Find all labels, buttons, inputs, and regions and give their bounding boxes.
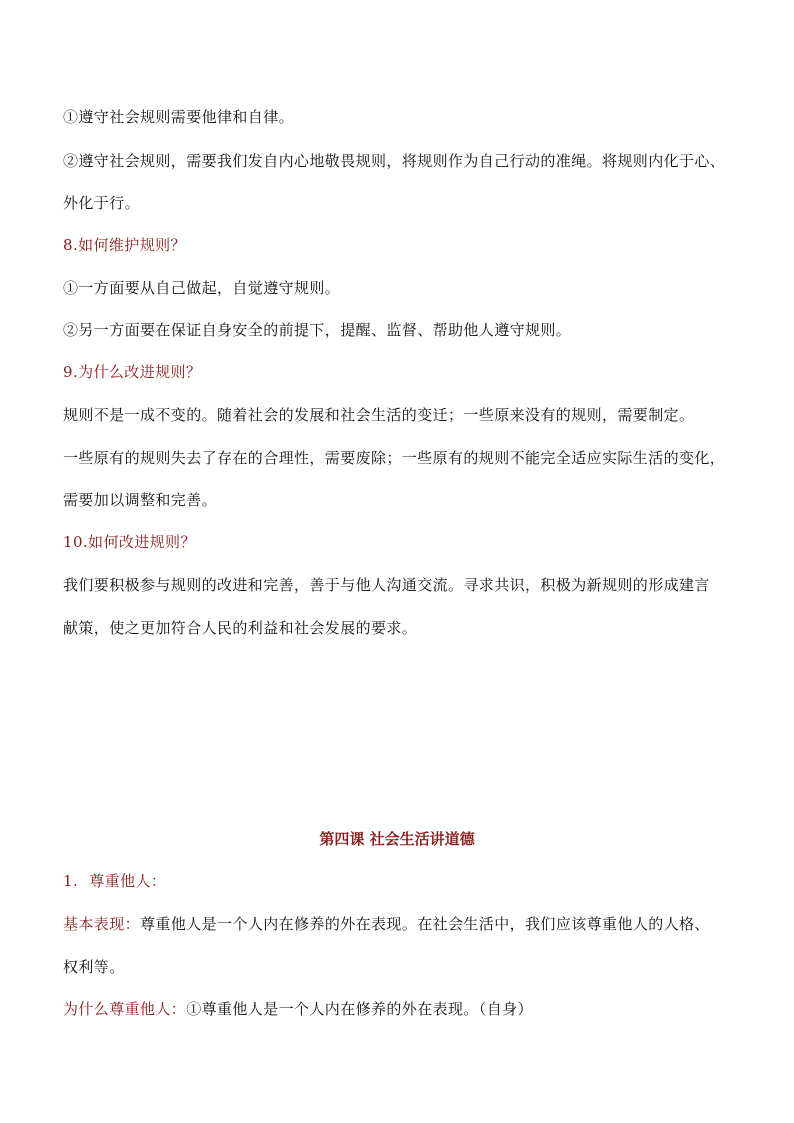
text-line: 我们要积极参与规则的改进和完善，善于与他人沟通交流。寻求共识，积极为新规则的形成建言 — [63, 576, 710, 594]
lesson-number: 第四课 — [319, 830, 365, 848]
section-title: 尊重他人： — [89, 872, 167, 890]
why-respect-line — [63, 999, 533, 1019]
basic-label: 基本表现： — [63, 915, 141, 933]
text-line: 权利等。 — [63, 958, 125, 976]
why-label: 为什么尊重他人： — [63, 1000, 187, 1018]
text-line: 需要加以调整和完善。 — [63, 491, 218, 509]
lesson-title — [0, 829, 794, 849]
text-line: 一些原有的规则失去了存在的合理性，需要废除；一些原有的规则不能完全适应实际生活的变化， — [63, 449, 726, 467]
text-line: 献策，使之更加符合人民的利益和社会发展的要求。 — [63, 619, 418, 637]
text-line: 规则不是一成不变的。随着社会的发展和社会生活的变迁；一些原来没有的规则，需要制定。 — [63, 406, 695, 424]
text-line: 外化于行。 — [63, 194, 141, 212]
section-number: 1. — [63, 872, 79, 890]
section-heading — [63, 871, 166, 891]
text-line: ①遵守社会规则需要他律和自律。 — [63, 108, 295, 126]
basic-performance-line — [63, 914, 710, 934]
basic-text: 尊重他人是一个人内在修养的外在表现。在社会生活中，我们应该尊重他人的人格、 — [140, 915, 710, 933]
question-heading: 8.如何维护规则？ — [63, 236, 186, 254]
text-line: ②遵守社会规则，需要我们发自内心地敬畏规则，将规则作为自己行动的准绳。将规则内化于心、 — [63, 152, 726, 170]
question-heading: 10.如何改进规则？ — [63, 533, 196, 551]
question-heading: 9.为什么改进规则？ — [63, 363, 202, 381]
text-line: ①一方面要从自己做起，自觉遵守规则。 — [63, 279, 341, 297]
lesson-name: 社会生活讲道德 — [369, 830, 475, 848]
text-line: ②另一方面要在保证自身安全的前提下，提醒、监督、帮助他人遵守规则。 — [63, 321, 572, 339]
why-text: ①尊重他人是一个人内在修养的外在表现。（自身） — [186, 1000, 533, 1018]
